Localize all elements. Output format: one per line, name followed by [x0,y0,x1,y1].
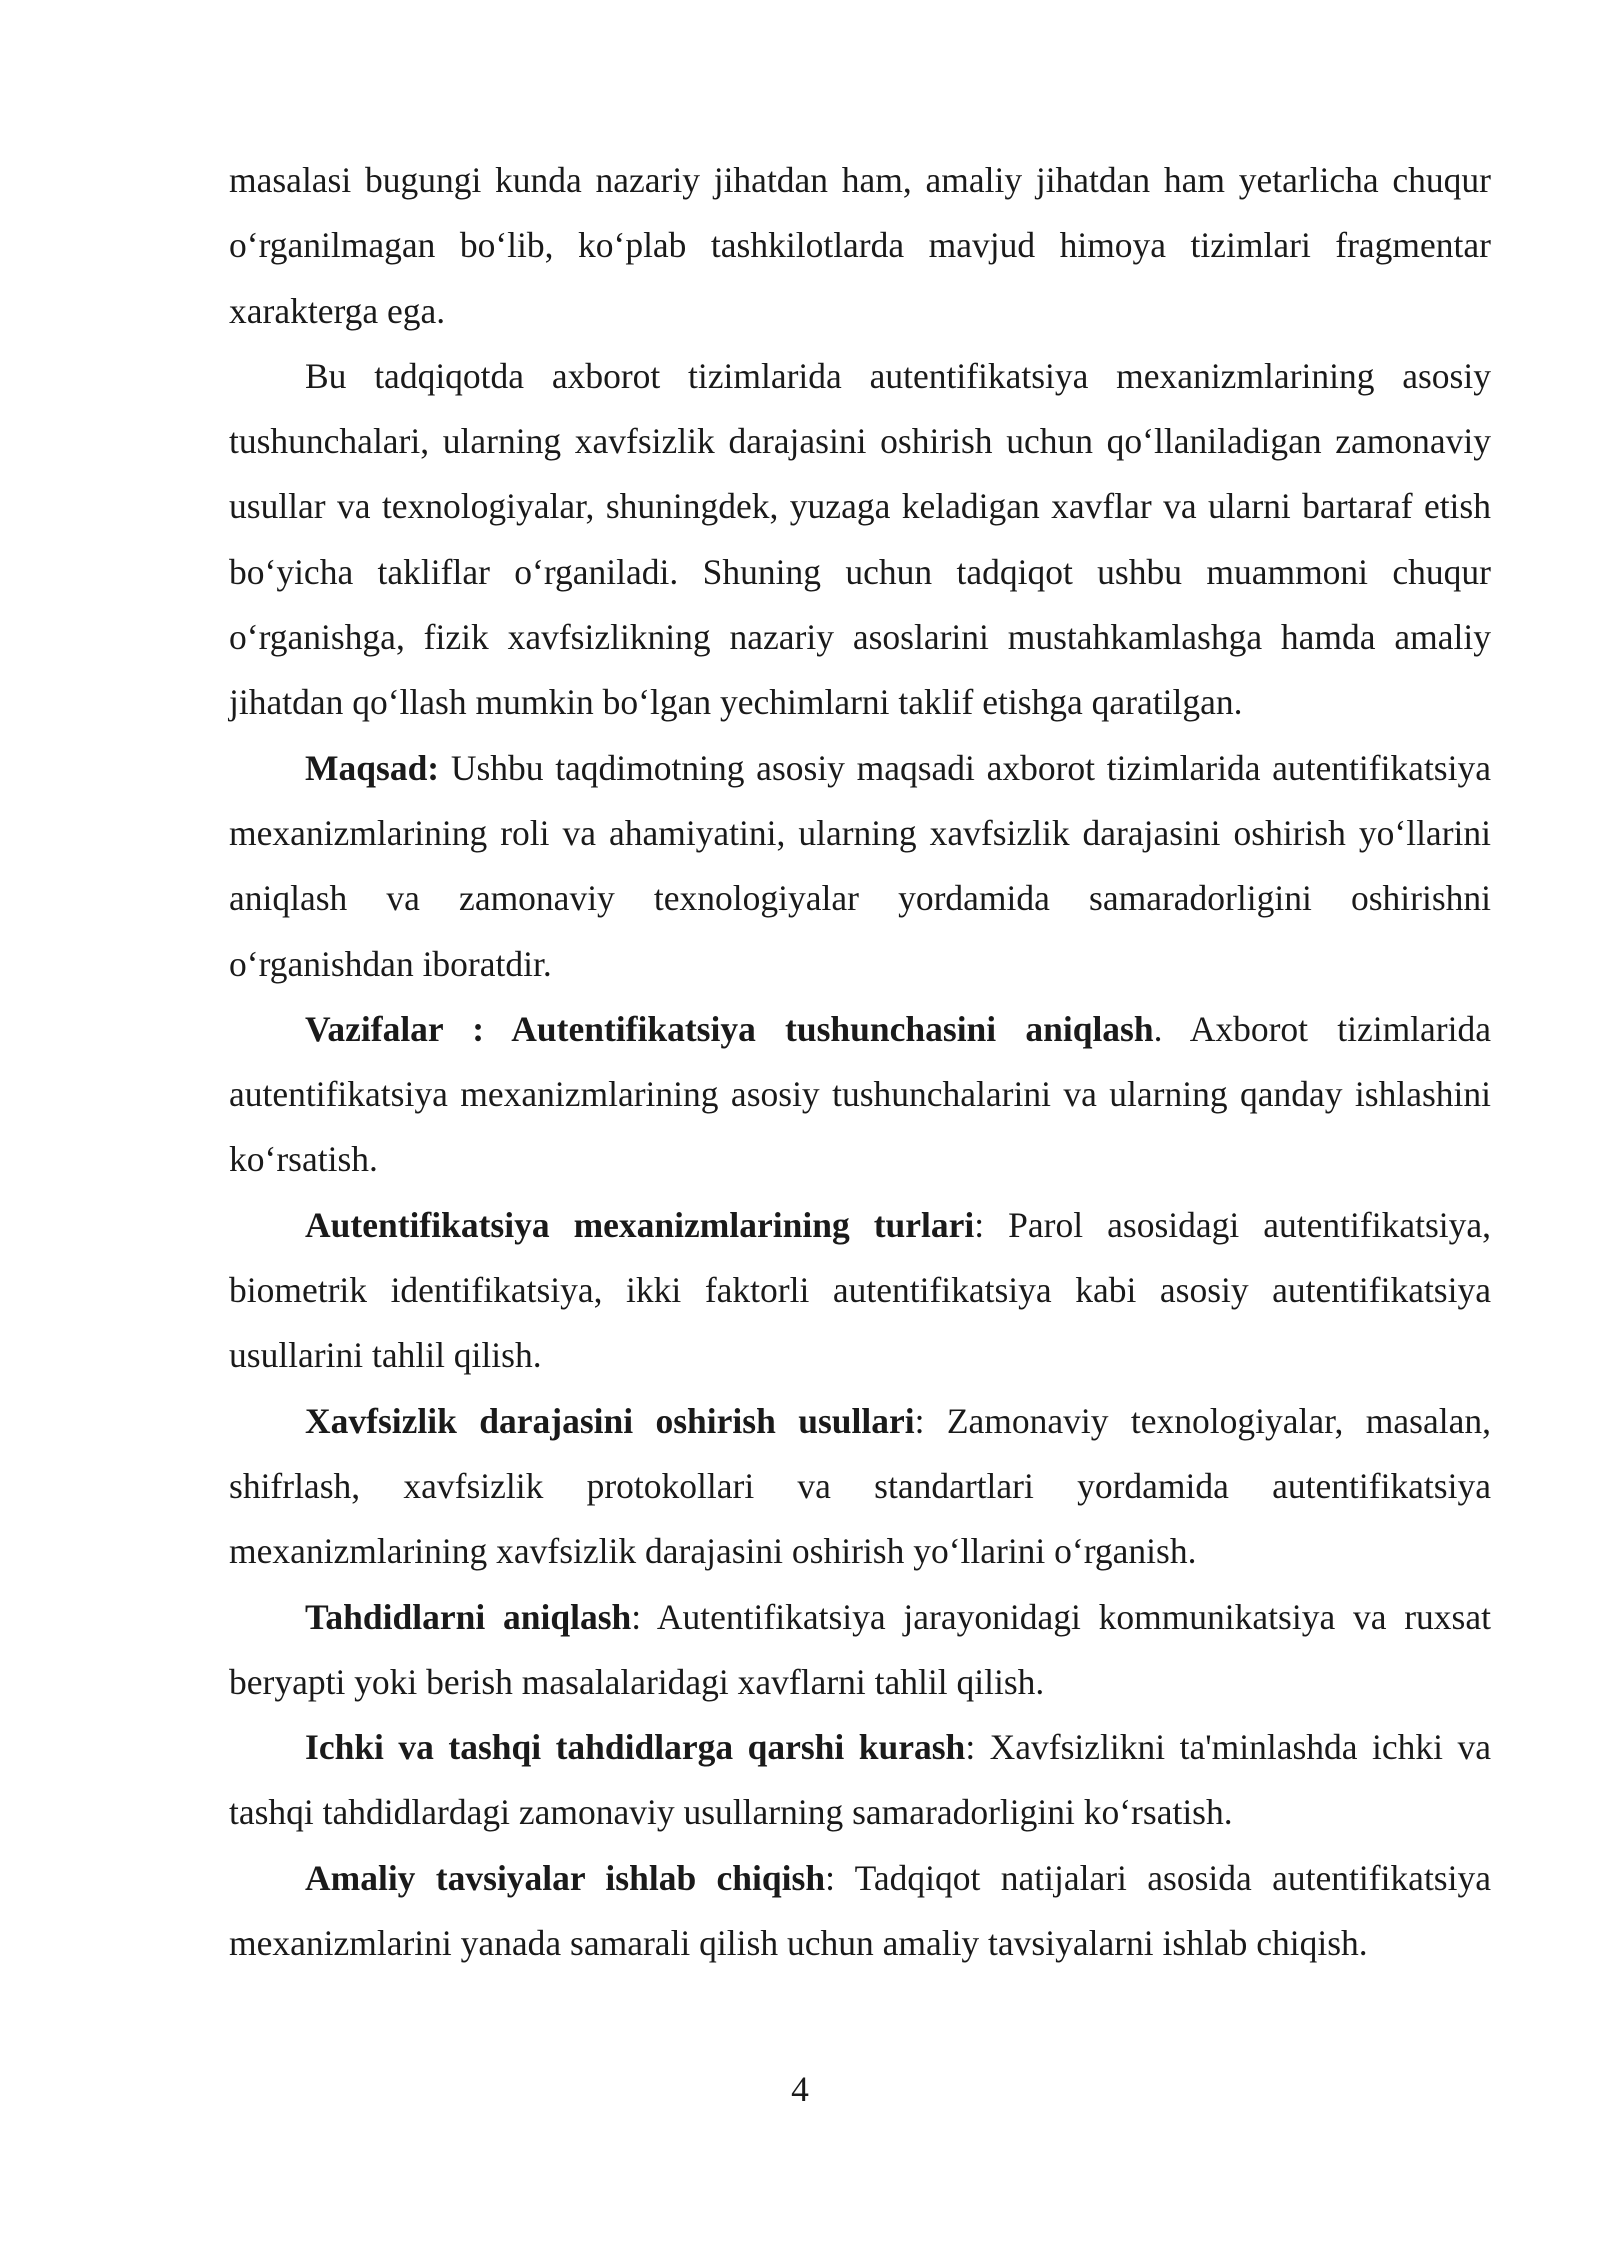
tasks-paragraph [229,997,1491,1193]
paragraph-text: : Zamonaviy texnologiyalar, masalan, shifrlash, xavfsizlik protokollari va standartlari yordamida autentifikatsiya mexanizmlarining xavfsizlik darajasini oshirish yo‘llarini o‘rganish. [229,1400,1491,1572]
paragraph-heading: Maqsad: [305,747,440,788]
recommendations-paragraph [229,1846,1491,1977]
goal-paragraph [229,736,1491,997]
threats-paragraph [229,1585,1491,1716]
paragraph-text: : Parol asosidagi autentifikatsiya, biometrik identifikatsiya, ikki faktorli autentifikatsiya kabi asosiy autentifikatsiya usullarini tahlil qilish. [229,1204,1491,1376]
paragraph-heading: Vazifalar : Autentifikatsiya tushunchasini aniqlash [305,1008,1154,1049]
paragraph-heading: Amaliy tavsiyalar ishlab chiqish [305,1857,826,1898]
paragraph-text: : Autentifikatsiya jarayonidagi kommunikatsiya va ruxsat beryapti yoki berish masalalaridagi xavflarni tahlil qilish. [229,1596,1491,1702]
paragraph-text: Bu tadqiqotda axborot tizimlarida autentifikatsiya mexanizmlarining asosiy tushunchalari, ularning xavfsizlik darajasini oshirish uchun qo‘llaniladigan zamonaviy usullar va texnologiyalar, shuningdek, yuzaga keladigan xavflar va ularni bartaraf etish bo‘yicha takliflar o‘rganiladi. Shuning uchun tadqiqot ushbu muammoni chuqur o‘rganishga, fizik xavfsizlikning nazariy asoslarini mustahkamlashga hamda amaliy jihatdan qo‘llash mumkin bo‘lgan yechimlarni taklif etishga qaratilgan. [229,355,1491,723]
paragraph-text: : Xavfsizlikni ta'minlashda ichki va tashqi tahdidlardagi zamonaviy usullarning samaradorligini ko‘rsatish. [229,1727,1491,1833]
paragraph-text: Ushbu taqdimotning asosiy maqsadi axborot tizimlarida autentifikatsiya mexanizmlarining roli va ahamiyatini, ularning xavfsizlik darajasini oshirish yo‘llarini aniqlash va zamonaviy texnologiyalar yordamida samaradorligini oshirishni o‘rganishdan iboratdir. [229,747,1491,984]
research-scope-paragraph [229,344,1491,736]
continuation-paragraph [229,148,1491,344]
mechanism-types-paragraph [229,1193,1491,1389]
paragraph-heading: Autentifikatsiya mexanizmlarining turlari [305,1204,975,1245]
paragraph-heading: Xavfsizlik darajasini oshirish usullari [305,1400,915,1441]
paragraph-text: : Tadqiqot natijalari asosida autentifikatsiya mexanizmlarini yanada samarali qilish uchun amaliy tavsiyalarni ishlab chiqish. [229,1857,1491,1964]
paragraph-text: masalasi bugungi kunda nazariy jihatdan ham, amaliy jihatdan ham yetarlicha chuqur o‘rganilmagan bo‘lib, ko‘plab tashkilotlarda mavjud himoya tizimlari fragmentar xarakterga ega. [229,160,1491,331]
paragraph-heading: Tahdidlarni aniqlash [305,1596,632,1637]
internal-external-threats-paragraph [229,1715,1491,1846]
paragraph-heading: Ichki va tashqi tahdidlarga qarshi kurash [305,1727,966,1768]
page-number: 4 [791,2069,809,2109]
paragraph-text: . Axborot tizimlarida autentifikatsiya mexanizmlarining asosiy tushunchalarini va ularning qanday ishlashini ko‘rsatish. [229,1008,1491,1180]
document-page [229,148,1491,1976]
security-methods-paragraph [229,1389,1491,1585]
